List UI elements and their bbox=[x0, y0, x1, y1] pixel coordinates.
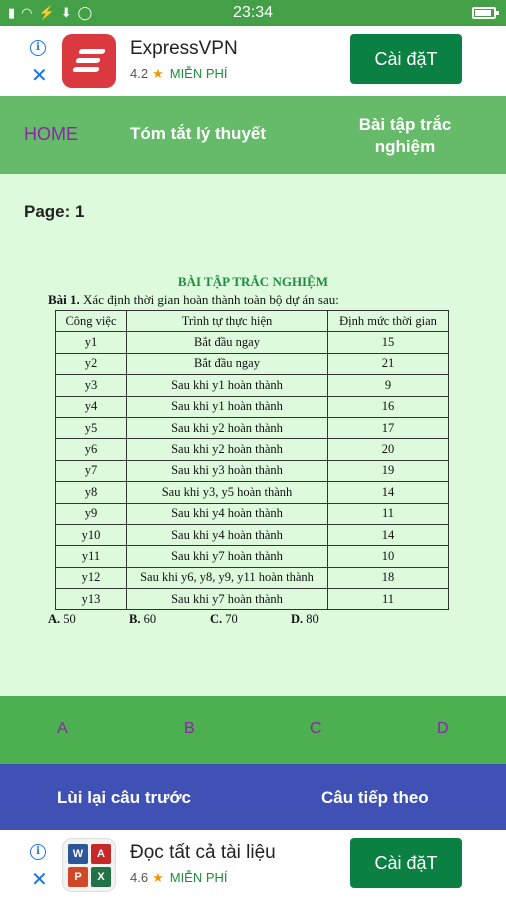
answer-c-button[interactable]: C bbox=[310, 720, 322, 737]
bottom-nav bbox=[0, 764, 506, 830]
battery-icon bbox=[472, 7, 496, 19]
previous-question-button[interactable]: Lùi lại câu trước bbox=[57, 788, 191, 807]
sim-icon: ▮ bbox=[8, 5, 16, 20]
question-document bbox=[48, 274, 458, 627]
ad-close-icon[interactable]: ✕ bbox=[31, 65, 48, 87]
ad-price: MIỄN PHÍ bbox=[169, 870, 228, 885]
question-text bbox=[48, 292, 458, 308]
table-row bbox=[56, 417, 449, 438]
ad-app-name[interactable]: Đọc tất cả tài liệu bbox=[130, 842, 276, 863]
table-cell: y13 bbox=[56, 589, 127, 610]
table-row bbox=[56, 546, 449, 567]
table-cell: 15 bbox=[328, 332, 449, 353]
table-cell: 9 bbox=[328, 375, 449, 396]
option-value: 60 bbox=[143, 612, 157, 627]
table-cell: 14 bbox=[328, 524, 449, 545]
question-body: Xác định thời gian hoàn thành toàn bộ dự án sau: bbox=[83, 292, 339, 307]
option-d-text bbox=[291, 612, 372, 627]
ad-info-icon[interactable]: i bbox=[30, 844, 46, 860]
wifi-icon: ◠ bbox=[21, 5, 33, 20]
table-header: Công việc bbox=[56, 311, 127, 332]
table-cell: y6 bbox=[56, 439, 127, 460]
excel-icon: X bbox=[91, 867, 111, 887]
expressvpn-logo-icon bbox=[62, 34, 116, 88]
table-cell: y11 bbox=[56, 546, 127, 567]
option-value: 50 bbox=[63, 612, 76, 627]
table-cell: Bắt đầu ngay bbox=[127, 332, 328, 353]
table-cell: y7 bbox=[56, 460, 127, 481]
table-row bbox=[56, 524, 449, 545]
sync-icon: ◯ bbox=[77, 5, 93, 20]
answer-a-button[interactable]: A bbox=[57, 720, 68, 737]
option-value: 70 bbox=[225, 612, 238, 627]
ad-info-icon[interactable]: i bbox=[30, 40, 46, 56]
table-cell: 19 bbox=[328, 460, 449, 481]
option-letter: D. bbox=[291, 612, 304, 627]
table-cell: Sau khi y4 hoàn thành bbox=[127, 503, 328, 524]
next-question-button[interactable]: Câu tiếp theo bbox=[321, 788, 429, 807]
ad-rating bbox=[130, 870, 228, 886]
document-title: BÀI TẬP TRẮC NGHIỆM bbox=[177, 274, 329, 289]
download-icon: ⬇ bbox=[60, 5, 72, 20]
table-cell: Sau khi y3 hoàn thành bbox=[127, 460, 328, 481]
status-time: 23:34 bbox=[232, 4, 274, 21]
ad-rating bbox=[130, 66, 228, 82]
ad-banner-top[interactable] bbox=[0, 26, 506, 96]
powerpoint-icon: P bbox=[68, 867, 88, 887]
option-c-text bbox=[210, 612, 291, 627]
table-cell: Sau khi y7 hoàn thành bbox=[127, 546, 328, 567]
table-header: Định mức thời gian bbox=[328, 311, 449, 332]
ad-install-button[interactable]: Cài đặT bbox=[350, 34, 462, 84]
option-letter: C. bbox=[210, 612, 223, 627]
answer-b-button[interactable]: B bbox=[184, 720, 195, 737]
usb-icon: ⚡ bbox=[38, 5, 55, 20]
table-cell: 11 bbox=[328, 503, 449, 524]
table-row bbox=[56, 396, 449, 417]
table-row bbox=[56, 375, 449, 396]
table-cell: 21 bbox=[328, 353, 449, 374]
answer-d-button[interactable]: D bbox=[437, 720, 449, 737]
word-icon: W bbox=[68, 844, 88, 864]
option-letter: B. bbox=[129, 612, 141, 627]
star-icon: ★ bbox=[152, 870, 164, 885]
table-cell: Sau khi y1 hoàn thành bbox=[127, 396, 328, 417]
option-b-text bbox=[129, 612, 210, 627]
ad-price: MIỄN PHÍ bbox=[169, 66, 228, 81]
nav-exercises[interactable]: Bài tập trắc nghiệm bbox=[358, 115, 452, 156]
table-cell: y4 bbox=[56, 396, 127, 417]
top-nav bbox=[0, 96, 506, 174]
table-cell: Sau khi y6, y8, y9, y11 hoàn thành bbox=[127, 567, 328, 588]
ad-close-icon[interactable]: ✕ bbox=[31, 869, 48, 891]
option-value: 80 bbox=[306, 612, 319, 627]
table-cell: 10 bbox=[328, 546, 449, 567]
table-row bbox=[56, 503, 449, 524]
table-cell: y1 bbox=[56, 332, 127, 353]
table-cell: Sau khi y3, y5 hoàn thành bbox=[127, 482, 328, 503]
table-cell: 17 bbox=[328, 417, 449, 438]
table-row bbox=[56, 482, 449, 503]
table-cell: y10 bbox=[56, 524, 127, 545]
ad-app-name[interactable]: ExpressVPN bbox=[130, 38, 238, 59]
table-cell: y3 bbox=[56, 375, 127, 396]
nav-theory-summary[interactable]: Tóm tắt lý thuyết bbox=[130, 124, 267, 143]
answer-bar bbox=[0, 696, 506, 764]
option-letter: A. bbox=[48, 612, 61, 627]
table-cell: 16 bbox=[328, 396, 449, 417]
page-number: Page: 1 bbox=[24, 202, 85, 221]
table-cell: 20 bbox=[328, 439, 449, 460]
table-header: Trình tự thực hiện bbox=[127, 311, 328, 332]
table-cell: Bắt đầu ngay bbox=[127, 353, 328, 374]
table-row bbox=[56, 439, 449, 460]
table-cell: Sau khi y1 hoàn thành bbox=[127, 375, 328, 396]
star-icon: ★ bbox=[152, 66, 164, 81]
question-number: Bài 1. bbox=[48, 292, 80, 307]
table-cell: Sau khi y4 hoàn thành bbox=[127, 524, 328, 545]
table-header-row bbox=[56, 311, 449, 332]
ad-install-button[interactable]: Cài đặT bbox=[350, 838, 462, 888]
table-cell: y12 bbox=[56, 567, 127, 588]
table-cell: y8 bbox=[56, 482, 127, 503]
ad-rating-value: 4.2 bbox=[130, 66, 149, 81]
answer-options-text bbox=[48, 612, 458, 627]
table-row bbox=[56, 567, 449, 588]
content-area bbox=[0, 174, 506, 696]
table-row bbox=[56, 332, 449, 353]
table-cell: y9 bbox=[56, 503, 127, 524]
nav-home[interactable]: HOME bbox=[24, 124, 78, 144]
ad-rating-value: 4.6 bbox=[130, 870, 149, 885]
table-row bbox=[56, 460, 449, 481]
table-cell: 18 bbox=[328, 567, 449, 588]
table-cell: Sau khi y2 hoàn thành bbox=[127, 439, 328, 460]
task-table bbox=[55, 310, 449, 610]
table-row bbox=[56, 589, 449, 610]
option-a-text bbox=[48, 612, 129, 627]
status-bar bbox=[0, 0, 506, 26]
table-row bbox=[56, 353, 449, 374]
table-cell: 14 bbox=[328, 482, 449, 503]
ad-banner-bottom[interactable] bbox=[0, 830, 506, 900]
table-cell: Sau khi y2 hoàn thành bbox=[127, 417, 328, 438]
table-cell: y5 bbox=[56, 417, 127, 438]
table-cell: y2 bbox=[56, 353, 127, 374]
pdf-icon: A bbox=[91, 844, 111, 864]
table-cell: Sau khi y7 hoàn thành bbox=[127, 589, 328, 610]
document-reader-logo-icon bbox=[62, 838, 116, 892]
table-cell: 11 bbox=[328, 589, 449, 610]
